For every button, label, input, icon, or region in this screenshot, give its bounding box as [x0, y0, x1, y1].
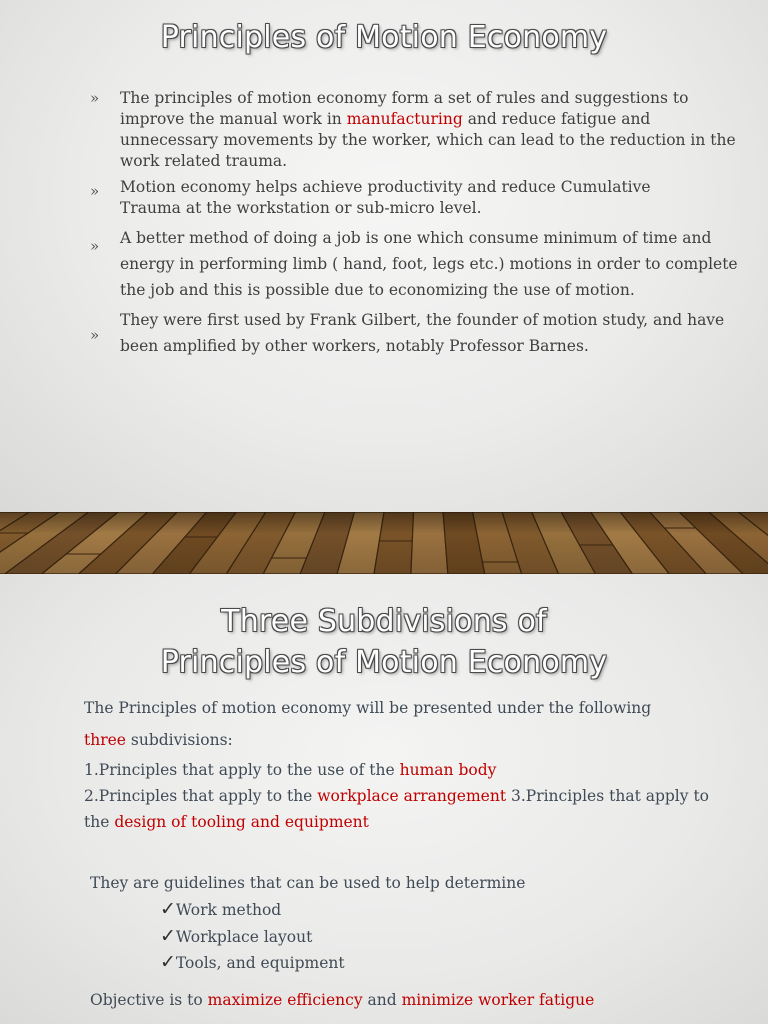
bullet-marker: »	[90, 182, 100, 200]
highlight-minimize-worker-fatigue: minimize worker fatigue	[401, 991, 595, 1009]
highlight-three: three	[84, 731, 126, 749]
principle-1-text: 1.Principles that apply to the use of the	[84, 761, 400, 779]
principle-2-text: 2.Principles that apply to the	[84, 787, 318, 805]
bullet-text: The principles of motion economy form a set of rules and suggestions to improve the manual work in	[120, 89, 689, 128]
intro-text: subdivisions:	[125, 731, 233, 749]
bullet-marker: »	[90, 89, 100, 107]
checklist-item	[160, 923, 345, 950]
objective-label: Objective is to	[90, 991, 208, 1009]
intro-text: The Principles of motion economy will be presented under the following	[84, 699, 652, 717]
checklist-label: Workplace layout	[175, 927, 313, 946]
checklist-item	[160, 896, 345, 923]
bullet-marker: »	[90, 326, 100, 344]
checklist	[160, 896, 345, 976]
principle-3-text: 3.Principles that apply to the	[84, 787, 710, 831]
principles-list	[84, 757, 724, 835]
slide-2-title-line-2: Principles of Motion Economy	[160, 645, 608, 680]
checklist-label: Tools, and equipment	[175, 954, 345, 972]
highlight-human-body: human body	[399, 761, 497, 779]
slide-2	[0, 574, 768, 1024]
checkmark-icon: ✓	[160, 951, 176, 973]
wood-floor-divider	[0, 512, 768, 574]
checklist-label: Work method	[175, 901, 282, 919]
guidelines-text: They are guidelines that can be used to help determine	[90, 874, 526, 892]
checkmark-icon: ✓	[160, 924, 176, 947]
bullet-item	[120, 88, 750, 172]
bullet-item: Motion economy helps achieve productivity and reduce Cumulative Trauma at the workstation or sub-micro level.	[120, 178, 651, 217]
intro-paragraph	[84, 692, 724, 756]
wood-floor-image	[0, 512, 768, 574]
bullet-item: A better method of doing a job is one which consume minimum of time and energy in performing limb ( hand, foot, legs etc.) motions in order to complete the job and this is possible due to economizing the use of motion.	[120, 229, 738, 299]
highlight-workplace-arrangement: workplace arrangement	[317, 787, 507, 805]
bullet-marker: »	[90, 237, 100, 255]
objective-text	[90, 988, 730, 1012]
bullet-text: and reduce fatigue and unnecessary movements by the worker, which can lead to the reduction in the work related trauma.	[120, 110, 736, 170]
highlight-design-of-tooling: design of tooling and equipment	[114, 813, 369, 831]
highlight-manufacturing: manufacturing	[346, 110, 463, 128]
checkmark-icon: ✓	[160, 898, 176, 920]
bullet-item: They were first used by Frank Gilbert, the founder of motion study, and have been amplified by other workers, notably Professor Barnes.	[120, 311, 725, 355]
highlight-maximize-efficiency: maximize efficiency	[207, 991, 363, 1009]
checklist-item	[160, 949, 345, 976]
slide-2-title-line-1: Three Subdivisions of	[221, 604, 547, 639]
objective-conjunction: and	[362, 991, 402, 1009]
slide-1-title: Principles of Motion Economy	[160, 20, 608, 55]
